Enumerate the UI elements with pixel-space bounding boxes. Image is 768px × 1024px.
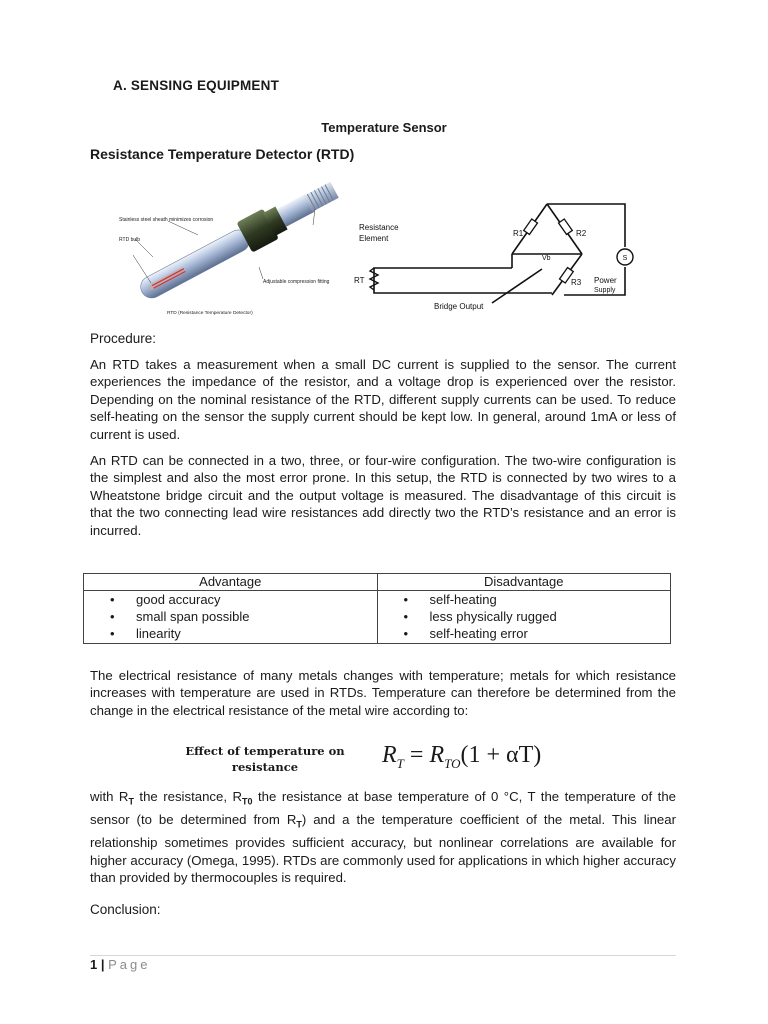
formula-eq: = [403,742,430,768]
r2-label: R2 [576,229,587,238]
p4-sub-3: T [296,819,302,830]
bulb-label: RTD bulb [119,237,141,243]
paragraph-2: An RTD can be connected in a two, three, or four-wire configuration. The two-wire configuration is the simplest and also the most error prone. In this setup, the RTD is connected by two wires to a Wheatstone bridge circuit and the output voltage is measured. The disadvantage of this circuit is that the two connecting lead wire resistances add directly two the RTD’s resistance and an error is incurred. [90,453,676,538]
sheath-label: Stainless steel sheath minimizes corrosion [119,217,214,223]
p4-text-1: with R [90,789,129,804]
advantage-table [83,573,671,644]
formula-lhs-sub: T [396,755,404,771]
bridge-circuit-diagram [352,199,636,314]
rtd-title: Resistance Temperature Detector (RTD) [90,146,355,162]
advantage-header: Advantage [84,574,378,591]
rt-label: RT [354,276,365,285]
footer-separator: | [97,957,109,972]
formula-rhs-sub: TO [444,755,461,771]
footer-divider [90,955,676,956]
p4-sub-1: T [128,796,134,807]
disadvantage-item: • self-heating error [404,625,671,642]
p4-text-4: ) and a the temperature coefficient of the metal. This linear relationship sometimes provides sufficient accuracy, but nonlinear correlations are available for higher accuracy (Omega, 1995). RTDs are commonly used for applications in which higher accuracy than provided by thermocouples is required. [90,812,676,885]
advantage-item: • good accuracy [110,591,377,608]
bridge-output-label: Bridge Output [434,302,484,311]
section-heading: A. SENSING EQUIPMENT [113,78,280,93]
p4-text-2: the resistance, R [133,789,243,804]
advantage-item: • small span possible [110,608,377,625]
p4-sub-2: T0 [242,796,253,807]
supply-label: Supply [594,287,616,294]
power-label: Power [594,276,617,285]
disadvantage-header: Disadvantage [377,574,671,591]
procedure-label: Procedure: [90,331,157,346]
r1-label: R1 [513,229,524,238]
formula-rhs: R [429,742,445,768]
effect-label-line-1: Effect of temperature on [185,744,345,758]
figure-caption: RTD (Resistance Temperature Detector) [167,311,253,316]
formula-lhs: R [382,742,397,768]
paragraph-3: The electrical resistance of many metals changes with temperature; metals for which resistance increases with temperature are used in RTDs. Temperature can therefore be determined from the change in the electrical resistance of the metal wire according to: [90,668,676,718]
conclusion-label: Conclusion: [90,902,161,917]
rtd-probe-image [113,173,345,321]
r3-label: R3 [571,278,582,287]
vb-label: Vb [542,255,551,262]
resistance-formula [382,742,541,772]
disadvantage-item: • less physically rugged [404,608,671,625]
advantage-item: • linearity [110,625,377,642]
disadvantage-item: • self-heating [404,591,671,608]
fitting-label: Adjustable compression fitting [263,279,330,285]
supply-s-label: S [622,255,628,262]
paragraph-1: An RTD takes a measurement when a small DC current is supplied to the sensor. The current experiences the impedance of the resistor, and a voltage drop is experienced over the resistor. Depending on the nominal resistance of the RTD, different supply currents can be used. To reduce self-heating on the sensor the supply current should be kept low. In general, around 1mA or less of current is used. [90,357,676,442]
page-footer [90,957,150,972]
formula-paren: (1 + αT) [460,742,542,768]
p4-text-3: the resistance at base temperature of 0 °C, T the temperature of the sensor (to be determined from R [90,789,676,828]
effect-label-line-2: resistance [231,760,299,774]
advantage-cell [84,591,378,644]
resistance-element-label-1: Resistance [359,223,399,232]
effect-label [180,743,350,775]
resistance-element-label-2: Element [359,234,389,243]
sub-title: Temperature Sensor [321,120,447,135]
paragraph-4 [90,788,676,886]
page-number: 1 [90,957,98,972]
disadvantage-cell [377,591,671,644]
page-word: Page [108,957,151,972]
